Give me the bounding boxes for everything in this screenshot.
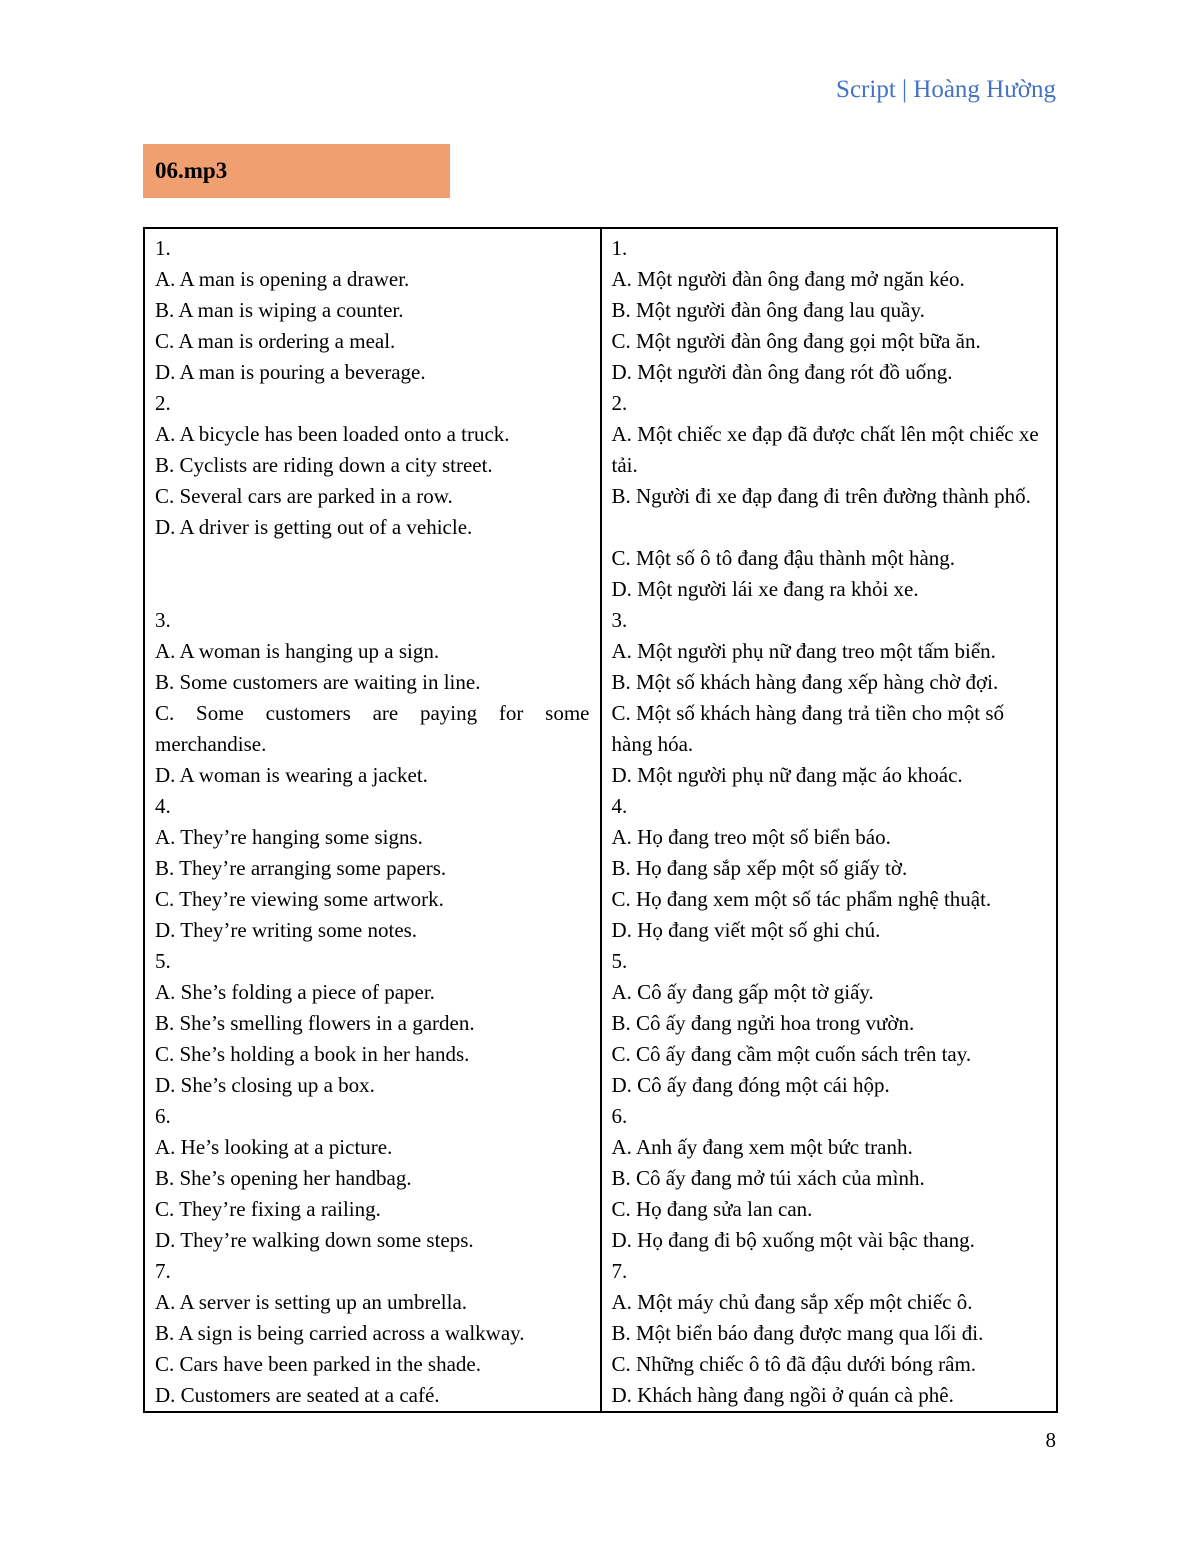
option-line: B. Một số khách hàng đang xếp hàng chờ đợi. [611, 670, 999, 694]
option-line: D. A man is pouring a beverage. [155, 360, 426, 384]
option-line: C. Cars have been parked in the shade. [155, 1352, 481, 1376]
question-number: 2. [611, 391, 628, 415]
option-line: A. Một máy chủ đang sắp xếp một chiếc ô. [611, 1290, 973, 1314]
question-number: 5. [155, 949, 171, 973]
question-number: 6. [155, 1104, 171, 1128]
option-line: A. He’s looking at a picture. [155, 1135, 393, 1159]
section-title-banner [143, 144, 450, 198]
header-script-label: Script | Hoàng Hường [836, 76, 1056, 103]
option-line: A. Cô ấy đang gấp một tờ giấy. [611, 980, 874, 1004]
question-number: 3. [155, 608, 171, 632]
option-line: D. Một người phụ nữ đang mặc áo khoác. [611, 763, 963, 787]
option-line: D. Cô ấy đang đóng một cái hộp. [611, 1073, 890, 1097]
question-number: 1. [611, 236, 628, 260]
question-number: 5. [611, 949, 628, 973]
option-line: C. Một người đàn ông đang gọi một bữa ăn. [611, 329, 981, 353]
option-line: A. They’re hanging some signs. [155, 825, 423, 849]
option-line: B. Một người đàn ông đang lau quầy. [611, 298, 925, 322]
option-line: D. Customers are seated at a café. [155, 1383, 440, 1407]
option-line: A. She’s folding a piece of paper. [155, 980, 435, 1004]
question-number: 7. [611, 1259, 628, 1283]
question-number: 6. [611, 1104, 628, 1128]
option-line: C. Some customers are paying for some merchandise. [155, 701, 590, 756]
option-line: C. She’s holding a book in her hands. [155, 1042, 470, 1066]
vietnamese-column [601, 228, 1058, 1412]
option-line: A. A woman is hanging up a sign. [155, 639, 440, 663]
option-line: C. A man is ordering a meal. [155, 329, 396, 353]
option-line: A. Họ đang treo một số biển báo. [611, 825, 891, 849]
option-line: B. A sign is being carried across a walkway. [155, 1321, 525, 1345]
option-line: C. Một số ô tô đang đậu thành một hàng. [611, 546, 956, 570]
option-line: D. Một người lái xe đang ra khỏi xe. [611, 577, 919, 601]
option-line: B. Some customers are waiting in line. [155, 670, 481, 694]
option-line: C. They’re fixing a railing. [155, 1197, 381, 1221]
option-line: B. She’s smelling flowers in a garden. [155, 1011, 475, 1035]
option-line: B. Cyclists are riding down a city street. [155, 453, 493, 477]
option-line: A. Một người đàn ông đang mở ngăn kéo. [611, 267, 965, 291]
question-number: 3. [611, 608, 628, 632]
option-line: C. Cô ấy đang cầm một cuốn sách trên tay. [611, 1042, 972, 1066]
option-line: B. They’re arranging some papers. [155, 856, 447, 880]
blank-spacer [155, 543, 590, 605]
english-column [144, 228, 601, 1412]
question-number: 7. [155, 1259, 171, 1283]
question-number: 4. [155, 794, 171, 818]
option-line: D. They’re walking down some steps. [155, 1228, 474, 1252]
option-line: B. Một biển báo đang được mang qua lối đi. [611, 1321, 984, 1345]
option-line: B. Cô ấy đang mở túi xách của mình. [611, 1166, 925, 1190]
option-line: D. A woman is wearing a jacket. [155, 763, 428, 787]
question-number: 2. [155, 391, 171, 415]
option-line: C. Những chiếc ô tô đã đậu dưới bóng râm. [611, 1352, 977, 1376]
script-table-row [144, 228, 1057, 1412]
option-line: B. Họ đang sắp xếp một số giấy tờ. [611, 856, 908, 880]
option-line: A. A bicycle has been loaded onto a truck. [155, 422, 510, 446]
page-number: 8 [1045, 1428, 1056, 1452]
option-line: A. Anh ấy đang xem một bức tranh. [611, 1135, 913, 1159]
option-line: B. Người đi xe đạp đang đi trên đường thành phố. [611, 484, 1031, 508]
option-line: A. A server is setting up an umbrella. [155, 1290, 468, 1314]
option-line: D. Một người đàn ông đang rót đồ uống. [611, 360, 953, 384]
option-line: C. They’re viewing some artwork. [155, 887, 444, 911]
option-line: D. She’s closing up a box. [155, 1073, 375, 1097]
option-line: A. Một người phụ nữ đang treo một tấm biển. [611, 639, 996, 663]
option-line: B. A man is wiping a counter. [155, 298, 404, 322]
option-line: D. Họ đang đi bộ xuống một vài bậc thang. [611, 1228, 975, 1252]
option-line: D. A driver is getting out of a vehicle. [155, 515, 473, 539]
option-line: B. Cô ấy đang ngửi hoa trong vườn. [611, 1011, 915, 1035]
option-line: C. Họ đang sửa lan can. [611, 1197, 813, 1221]
option-line: C. Several cars are parked in a row. [155, 484, 453, 508]
question-number: 4. [611, 794, 628, 818]
question-number: 1. [155, 236, 171, 260]
option-line: D. They’re writing some notes. [155, 918, 418, 942]
option-line: B. She’s opening her handbag. [155, 1166, 412, 1190]
option-line: C. Họ đang xem một số tác phẩm nghệ thuật. [611, 887, 992, 911]
option-line: D. Khách hàng đang ngồi ở quán cà phê. [611, 1383, 954, 1407]
option-line: D. Họ đang viết một số ghi chú. [611, 918, 881, 942]
section-title: 06.mp3 [155, 158, 228, 183]
script-table [143, 227, 1058, 1413]
option-line: C. Một số khách hàng đang trả tiền cho một số hàng hóa. [611, 701, 1005, 756]
option-line: A. Một chiếc xe đạp đã được chất lên một chiếc xe tải. [611, 422, 1039, 477]
option-line: A. A man is opening a drawer. [155, 267, 410, 291]
